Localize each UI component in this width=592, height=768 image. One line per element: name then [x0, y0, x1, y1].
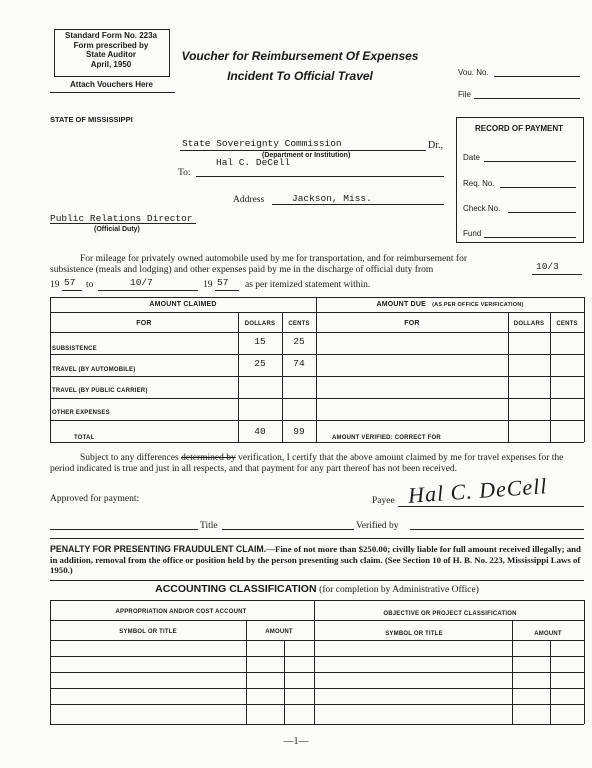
rop-req-label: Req. No. [463, 179, 495, 188]
amount-due-header [316, 301, 584, 308]
approved-label: Approved for payment: [50, 494, 140, 504]
row-subsistence-dollars[interactable]: 15 [254, 336, 266, 347]
amount-due-title: AMOUNT DUE [376, 301, 426, 308]
rop-date-label: Date [463, 153, 480, 162]
accounting-row-line-2 [50, 656, 584, 657]
verified-by-label: Verified by [356, 521, 399, 531]
table-right-border [584, 297, 585, 442]
table-top-border [50, 297, 584, 298]
vou-no-field[interactable] [494, 66, 580, 77]
row-label-travel-auto: TRAVEL (BY AUTOMOBILE) [52, 367, 136, 373]
year-2-line [215, 281, 239, 291]
right-amount-col [512, 620, 513, 724]
claimed-cents-col [282, 312, 283, 442]
payee-label: Payee [372, 496, 395, 506]
table-bottom-border [50, 442, 584, 443]
mileage-line1: For mileage for privately owned automobile used by me for transportation, and for reimbursement for [80, 254, 468, 264]
year-1-line [62, 281, 82, 291]
left-symbol-label: SYMBOL OR TITLE [119, 629, 177, 635]
table-row4-divider [50, 420, 584, 421]
department-line [180, 141, 426, 151]
due-col-cents: CENTS [556, 321, 578, 327]
mileage-line2: subsistence (meals and lodging) and other expenses paid by me in the discharge of official duty from [50, 265, 434, 275]
title-label: Title [200, 521, 218, 531]
total-dollars[interactable]: 40 [254, 426, 266, 437]
official-duty-line [50, 214, 196, 224]
claimed-col-for: FOR [136, 320, 152, 327]
accounting-row-line-4 [50, 688, 584, 689]
accounting-right-border [584, 600, 585, 724]
table-row1-divider [50, 354, 584, 355]
address-value[interactable]: Jackson, Miss. [292, 193, 372, 204]
page-number: —1— [283, 736, 309, 747]
table-row2-divider [50, 376, 584, 377]
amount-claimed-header: AMOUNT CLAIMED [149, 301, 217, 308]
department-caption: (Department or Institution) [262, 152, 351, 159]
to-date-line [98, 281, 198, 291]
right-symbol-label: SYMBOL OR TITLE [385, 631, 443, 637]
row-label-total: TOTAL [74, 435, 95, 441]
form-number-line4: April, 1950 [90, 59, 132, 69]
accounting-top-border [50, 580, 584, 581]
table-divider-claimed-due [316, 297, 317, 442]
address-line [272, 195, 444, 205]
payee-line [196, 167, 444, 177]
file-label: File [458, 90, 471, 99]
amount-due-note: (AS PER OFFICE VERIFICATION) [432, 302, 524, 308]
to-word: to [86, 280, 94, 290]
year-prefix-2: 19 [203, 280, 213, 290]
year-prefix-1: 19 [50, 280, 60, 290]
mileage-suffix: as per itemized statement within. [245, 280, 371, 290]
approver-line[interactable] [50, 519, 198, 530]
accounting-bottom-border [50, 724, 584, 725]
table-colhead-divider [50, 332, 584, 333]
accounting-row-line-3 [50, 672, 584, 673]
total-cents[interactable]: 99 [293, 426, 305, 437]
from-date[interactable]: 10/3 [536, 261, 559, 272]
due-cents-col [550, 312, 551, 442]
form-number-text [54, 31, 168, 69]
file-field[interactable] [474, 88, 580, 99]
address-label: Address [233, 195, 265, 205]
verified-by-line[interactable] [410, 519, 584, 530]
department-value[interactable]: State Sovereignty Commission [182, 138, 342, 149]
accounting-title: ACCOUNTING CLASSIFICATION [155, 583, 317, 595]
certification-part2: verification, I certify that the above amount claimed by me for travel expenses for the period indicated is true and just in all respects, and that payment for any part thereof has not been received. [50, 453, 564, 474]
accounting-center-divider [314, 600, 315, 724]
row-label-travel-carrier: TRAVEL (BY PUBLIC CARRIER) [52, 388, 148, 394]
appropriation-header: APPROPRIATION AND/OR COST ACCOUNT [115, 609, 247, 615]
row-label-other: OTHER EXPENSES [52, 410, 110, 416]
accounting-subtitle: (for completion by Administrative Office) [319, 585, 479, 595]
state-label: STATE OF MISSISSIPPI [50, 115, 133, 124]
claimed-col-cents: CENTS [288, 321, 310, 327]
row-label-subsistence: SUBSISTENCE [52, 346, 97, 352]
attach-line [50, 92, 175, 93]
year-1[interactable]: 57 [64, 277, 76, 288]
right-amount-label: AMOUNT [534, 631, 562, 637]
official-duty-value[interactable]: Public Relations Director [50, 213, 193, 224]
due-col-dollars: DOLLARS [513, 321, 545, 327]
left-amount-col [246, 620, 247, 724]
rop-fund-label: Fund [463, 229, 482, 238]
row-travel-auto-cents[interactable]: 74 [293, 358, 305, 369]
left-amount-label: AMOUNT [265, 629, 293, 635]
form-title-line1: Voucher for Reimbursement Of Expenses [181, 49, 419, 63]
certification-part1: Subject to any differences [80, 453, 179, 463]
right-amount-cents-col [550, 640, 551, 724]
form-number-line2: Form prescribed by [73, 40, 149, 50]
dr-label: Dr., [428, 140, 443, 151]
record-of-payment-title: RECORD OF PAYMENT [474, 124, 563, 133]
table-left-border [50, 297, 51, 442]
accounting-title-divider [50, 600, 584, 601]
accounting-row-line-1 [50, 640, 584, 641]
rop-date-field[interactable] [484, 151, 576, 162]
accounting-header-divider [50, 620, 584, 621]
claimed-col-dollars: DOLLARS [244, 321, 276, 327]
accounting-row-line-5 [50, 704, 584, 705]
form-number-line3: State Auditor [86, 50, 136, 59]
claimed-dollars-col [238, 312, 239, 442]
year-2[interactable]: 57 [217, 277, 229, 288]
rop-fund-field[interactable] [484, 227, 576, 238]
due-col-for: FOR [404, 320, 420, 327]
table-row3-divider [50, 398, 584, 399]
form-title-line2: Incident To Official Travel [227, 69, 373, 83]
row-subsistence-cents[interactable]: 25 [293, 336, 305, 347]
accounting-left-border [50, 600, 51, 724]
title-line[interactable] [222, 519, 354, 530]
from-date-line [532, 265, 582, 275]
certification-text [50, 453, 584, 475]
table-header-divider [50, 312, 584, 313]
attach-note: Attach Vouchers Here [70, 80, 153, 89]
payee-signature: Hal C. DeCell [407, 473, 549, 508]
to-date[interactable]: 10/7 [130, 277, 153, 288]
rop-check-label: Check No. [463, 204, 501, 213]
accounting-title-row [50, 583, 584, 595]
penalty-divider [50, 538, 584, 539]
official-duty-caption: (Official Duty) [94, 226, 140, 233]
row-travel-auto-dollars[interactable]: 25 [254, 358, 266, 369]
due-dollars-col [508, 312, 509, 442]
form-title [180, 46, 420, 86]
objective-header: OBJECTIVE OR PROJECT CLASSIFICATION [383, 611, 517, 617]
penalty-text [50, 544, 584, 576]
certification-struck: determined by [181, 453, 236, 463]
amount-verified-label: AMOUNT VERIFIED: CORRECT FOR [332, 435, 441, 441]
rop-check-field[interactable] [508, 202, 576, 213]
vou-no-label: Vou. No. [458, 68, 489, 77]
to-label: To: [178, 168, 191, 178]
form-number-line1: Standard Form No. 223a [64, 31, 158, 40]
left-amount-cents-col [284, 640, 285, 724]
payee-name[interactable]: Hal C. DeCell [216, 157, 291, 168]
rop-req-field[interactable] [500, 177, 576, 188]
penalty-heading: PENALTY FOR PRESENTING FRAUDULENT CLAIM. [50, 544, 267, 554]
penalty-body: —Fine of not more than $250.00; civilly liable for full amount received illegally; and in addition, removal from the office or position held by the person presenting such claim. (See Section 10 of H. B. No. 223, Mississippi Laws of 1950.) [50, 544, 581, 575]
